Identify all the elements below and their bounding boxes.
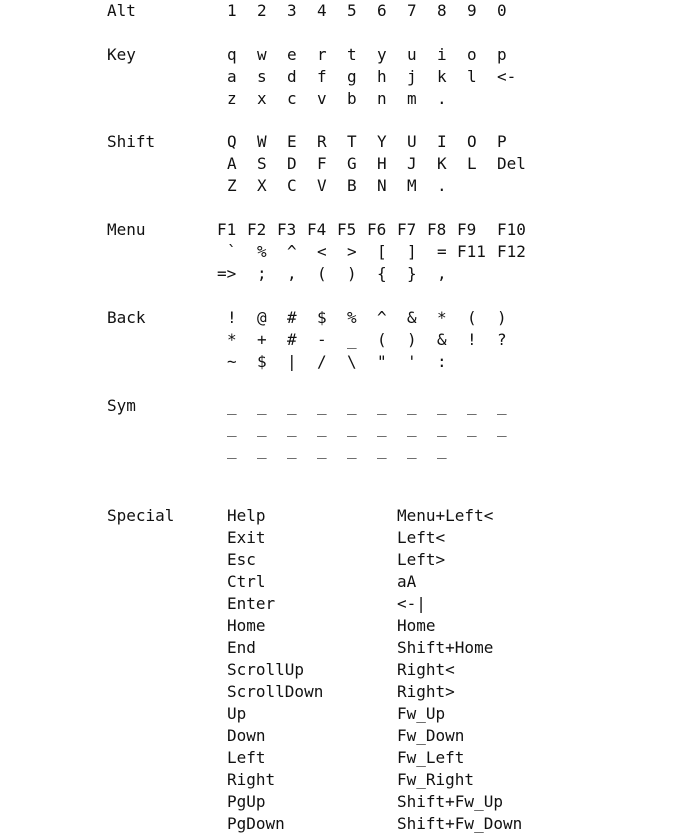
special-key-mapping: aA: [397, 572, 417, 591]
special-key-name: End: [227, 638, 256, 657]
alt-key: 5: [347, 1, 357, 20]
special-key-name: PgUp: [227, 792, 266, 811]
special-key-mapping: Shift+Home: [397, 638, 494, 657]
key-row-3: [0, 88, 687, 110]
sym-row-1: [0, 395, 687, 417]
alt-row-1: [0, 0, 687, 22]
key-key: q: [227, 45, 237, 64]
back-key: !: [467, 330, 477, 349]
back-key: ?: [497, 330, 507, 349]
section-label-alt: Alt: [107, 1, 136, 20]
back-key: (: [377, 330, 387, 349]
shift-key: S: [257, 154, 267, 173]
shift-row-2: [0, 153, 687, 175]
shift-key: Q: [227, 132, 237, 151]
shift-key: I: [437, 132, 447, 151]
special-key-mapping: Fw_Left: [397, 748, 465, 767]
key-row-1: [0, 44, 687, 66]
back-row-3: [0, 351, 687, 373]
sym-key: _: [437, 418, 447, 437]
menu-key: `: [227, 242, 237, 261]
sym-key: _: [317, 440, 327, 459]
shift-key: C: [287, 176, 297, 195]
sym-key: _: [287, 440, 297, 459]
special-key-mapping: Left>: [397, 550, 446, 569]
key-key: c: [287, 89, 297, 108]
special-key-name: Help: [227, 506, 266, 525]
sym-key: _: [407, 396, 417, 415]
menu-key: F12: [497, 242, 526, 261]
menu-key: <: [317, 242, 327, 261]
back-key: #: [287, 308, 297, 327]
shift-key: W: [257, 132, 267, 151]
alt-key: 3: [287, 1, 297, 20]
back-key: ^: [377, 308, 387, 327]
special-key-name: ScrollUp: [227, 660, 305, 679]
menu-key: F2: [247, 220, 267, 239]
shift-key: F: [317, 154, 327, 173]
back-key: /: [317, 352, 327, 371]
sym-key: _: [467, 396, 477, 415]
sym-key: _: [377, 440, 387, 459]
special-key-name: Right: [227, 770, 276, 789]
menu-key: ^: [287, 242, 297, 261]
menu-key: F3: [277, 220, 297, 239]
shift-key: A: [227, 154, 237, 173]
sym-key: _: [437, 440, 447, 459]
key-key: p: [497, 45, 507, 64]
special-key-mapping: Left<: [397, 528, 446, 547]
sym-key: _: [317, 418, 327, 437]
shift-key: V: [317, 176, 327, 195]
back-key: #: [287, 330, 297, 349]
back-key: |: [287, 352, 297, 371]
menu-key: >: [347, 242, 357, 261]
shift-key: M: [407, 176, 417, 195]
special-key-mapping: Shift+Fw_Down: [397, 814, 523, 833]
key-key: j: [407, 67, 417, 86]
alt-key: 7: [407, 1, 417, 20]
sym-key: _: [227, 440, 237, 459]
key-key: a: [227, 67, 237, 86]
back-key: :: [437, 352, 447, 371]
back-row-2: [0, 329, 687, 351]
sym-key: _: [407, 440, 417, 459]
back-key: _: [347, 330, 357, 349]
key-key: d: [287, 67, 297, 86]
menu-key: [: [377, 242, 387, 261]
special-key-mapping: Fw_Right: [397, 770, 475, 789]
special-key-name: Esc: [227, 550, 256, 569]
shift-key: Del: [497, 154, 526, 173]
back-key: (: [467, 308, 477, 327]
sym-key: _: [497, 418, 507, 437]
menu-key: ): [347, 264, 357, 283]
section-label-sym: Sym: [107, 396, 136, 415]
back-key: +: [257, 330, 267, 349]
menu-key: }: [407, 264, 417, 283]
alt-key: 6: [377, 1, 387, 20]
shift-key: K: [437, 154, 447, 173]
back-key: *: [227, 330, 237, 349]
menu-key: (: [317, 264, 327, 283]
special-key-name: Home: [227, 616, 266, 635]
sym-row-3: [0, 439, 687, 461]
back-key: ): [497, 308, 507, 327]
back-key: @: [257, 308, 267, 327]
menu-key: ,: [287, 264, 297, 283]
sym-key: _: [287, 418, 297, 437]
section-label-back: Back: [107, 308, 146, 327]
back-key: &: [407, 308, 417, 327]
back-key: $: [257, 352, 267, 371]
menu-row-2: [0, 241, 687, 263]
key-key: i: [437, 45, 447, 64]
key-key: y: [377, 45, 387, 64]
menu-key: %: [257, 242, 267, 261]
back-key: \: [347, 352, 357, 371]
back-key: %: [347, 308, 357, 327]
shift-key: T: [347, 132, 357, 151]
sym-key: _: [377, 396, 387, 415]
special-key-name: Down: [227, 726, 266, 745]
section-label-special: Special: [107, 506, 175, 525]
key-key: m: [407, 89, 417, 108]
menu-key: {: [377, 264, 387, 283]
sym-key: _: [287, 396, 297, 415]
special-key-name: Ctrl: [227, 572, 266, 591]
back-key: -: [317, 330, 327, 349]
shift-key: R: [317, 132, 327, 151]
special-key-mapping: Fw_Down: [397, 726, 465, 745]
special-key-name: Enter: [227, 594, 276, 613]
key-key: z: [227, 89, 237, 108]
key-key: x: [257, 89, 267, 108]
section-label-key: Key: [107, 45, 136, 64]
shift-key: Y: [377, 132, 387, 151]
key-key: n: [377, 89, 387, 108]
alt-key: 8: [437, 1, 447, 20]
shift-key: .: [437, 176, 447, 195]
special-key-name: Left: [227, 748, 266, 767]
sym-key: _: [347, 396, 357, 415]
alt-key: 0: [497, 1, 507, 20]
menu-row-1: [0, 219, 687, 241]
key-key: .: [437, 89, 447, 108]
sym-key: _: [347, 418, 357, 437]
menu-key: =>: [217, 264, 237, 283]
key-key: t: [347, 45, 357, 64]
back-key: ~: [227, 352, 237, 371]
menu-key: F6: [367, 220, 387, 239]
menu-key: F9: [457, 220, 477, 239]
key-key: r: [317, 45, 327, 64]
key-key: l: [467, 67, 477, 86]
back-key: &: [437, 330, 447, 349]
special-key-mapping: Right>: [397, 682, 455, 701]
shift-key: D: [287, 154, 297, 173]
sym-key: _: [227, 396, 237, 415]
key-key: v: [317, 89, 327, 108]
sym-key: _: [347, 440, 357, 459]
shift-key: Z: [227, 176, 237, 195]
special-key-name: ScrollDown: [227, 682, 324, 701]
alt-key: 2: [257, 1, 267, 20]
alt-key: 1: [227, 1, 237, 20]
shift-key: O: [467, 132, 477, 151]
back-key: $: [317, 308, 327, 327]
menu-key: ;: [257, 264, 267, 283]
shift-key: E: [287, 132, 297, 151]
sym-key: _: [257, 440, 267, 459]
shift-key: H: [377, 154, 387, 173]
menu-key: F11: [457, 242, 486, 261]
key-key: e: [287, 45, 297, 64]
sym-key: _: [407, 418, 417, 437]
special-key-name: Exit: [227, 528, 266, 547]
special-key-mapping: <-|: [397, 594, 426, 613]
key-key: h: [377, 67, 387, 86]
key-key: k: [437, 67, 447, 86]
menu-key: F10: [497, 220, 526, 239]
key-key: g: [347, 67, 357, 86]
back-key: ': [407, 352, 417, 371]
menu-key: F4: [307, 220, 327, 239]
special-key-mapping: Fw_Up: [397, 704, 446, 723]
shift-key: X: [257, 176, 267, 195]
shift-row-1: [0, 131, 687, 153]
special-key-name: PgDown: [227, 814, 285, 833]
key-key: f: [317, 67, 327, 86]
sym-key: _: [257, 418, 267, 437]
key-key: <-: [497, 67, 517, 86]
sym-key: _: [317, 396, 327, 415]
menu-key: F8: [427, 220, 447, 239]
menu-key: F1: [217, 220, 237, 239]
special-key-mapping: Menu+Left<: [397, 506, 494, 525]
sym-key: _: [257, 396, 267, 415]
back-row-1: [0, 307, 687, 329]
key-key: b: [347, 89, 357, 108]
sym-key: _: [437, 396, 447, 415]
sym-key: _: [467, 418, 477, 437]
shift-row-3: [0, 175, 687, 197]
alt-key: 4: [317, 1, 327, 20]
special-key-mapping: Home: [397, 616, 436, 635]
alt-key: 9: [467, 1, 477, 20]
menu-key: F5: [337, 220, 357, 239]
sym-key: _: [227, 418, 237, 437]
sym-key: _: [377, 418, 387, 437]
back-key: ): [407, 330, 417, 349]
key-key: w: [257, 45, 267, 64]
menu-key: ]: [407, 242, 417, 261]
key-row-2: [0, 66, 687, 88]
menu-key: =: [437, 242, 447, 261]
menu-row-3: [0, 263, 687, 285]
special-key-mapping: Right<: [397, 660, 455, 679]
key-key: o: [467, 45, 477, 64]
shift-key: J: [407, 154, 417, 173]
key-key: u: [407, 45, 417, 64]
shift-key: G: [347, 154, 357, 173]
back-key: *: [437, 308, 447, 327]
back-key: ": [377, 352, 387, 371]
key-key: s: [257, 67, 267, 86]
back-key: !: [227, 308, 237, 327]
shift-key: U: [407, 132, 417, 151]
shift-key: P: [497, 132, 507, 151]
special-key-mapping: Shift+Fw_Up: [397, 792, 503, 811]
menu-key: ,: [437, 264, 447, 283]
shift-key: N: [377, 176, 387, 195]
sym-row-2: [0, 417, 687, 439]
section-label-menu: Menu: [107, 220, 146, 239]
shift-key: L: [467, 154, 477, 173]
special-key-name: Up: [227, 704, 247, 723]
section-label-shift: Shift: [107, 132, 156, 151]
sym-key: _: [497, 396, 507, 415]
menu-key: F7: [397, 220, 417, 239]
shift-key: B: [347, 176, 357, 195]
